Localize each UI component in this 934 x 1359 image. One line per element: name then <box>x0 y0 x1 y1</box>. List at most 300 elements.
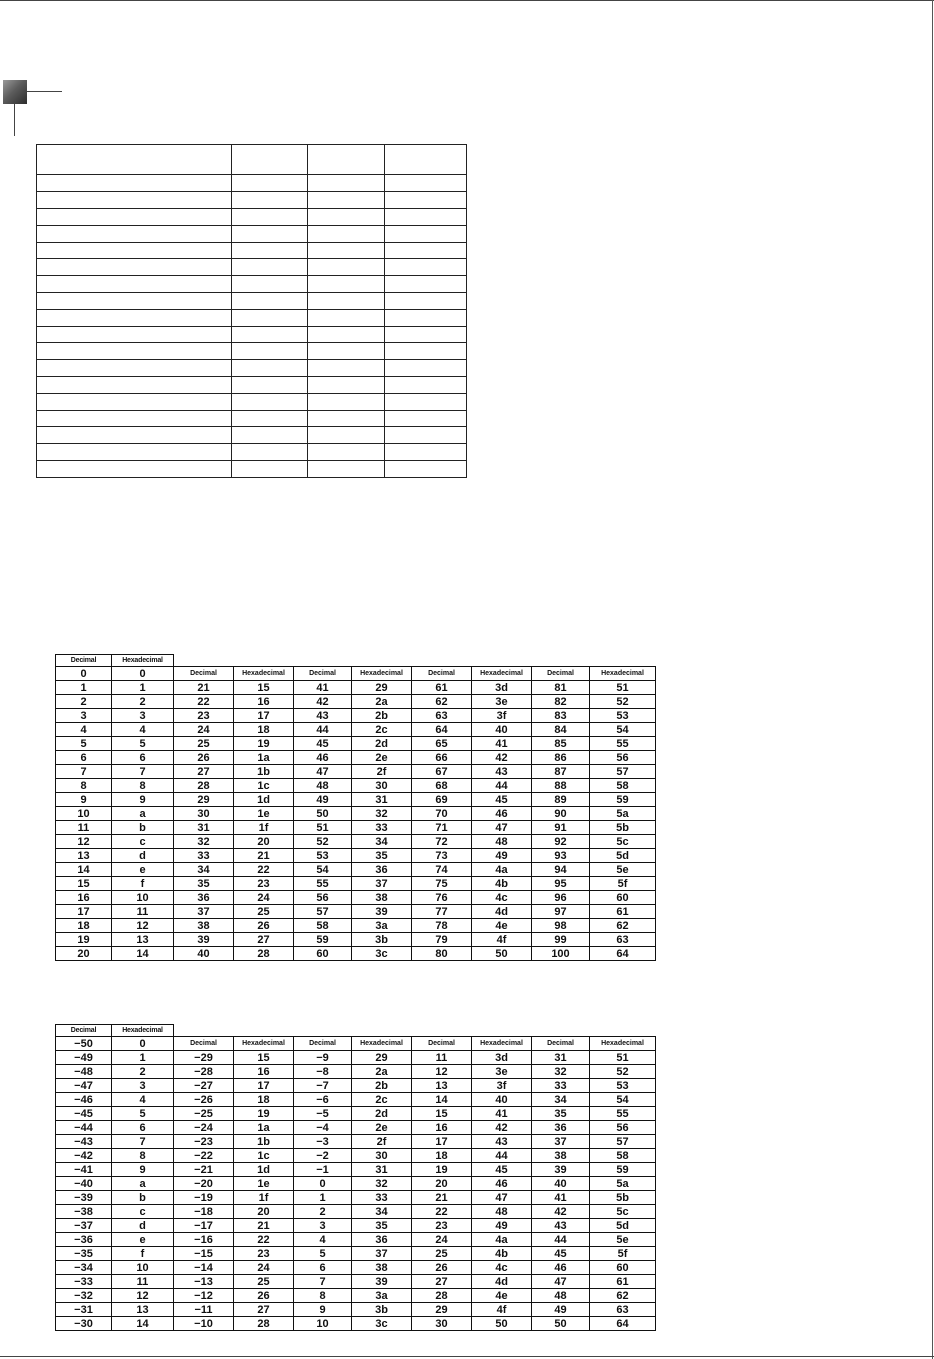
blank-grid-cell <box>385 192 467 209</box>
decimal-cell: 36 <box>174 891 234 905</box>
decimal-cell: 21 <box>412 1191 472 1205</box>
blank-grid-cell <box>232 393 308 410</box>
hex-cell: 46 <box>472 1177 532 1191</box>
blank-grid-cell <box>232 175 308 192</box>
table-row <box>56 751 656 765</box>
decimal-cell: 42 <box>532 1205 590 1219</box>
hex-cell: d <box>112 849 174 863</box>
table-row <box>56 1149 656 1163</box>
hex-cell: 64 <box>590 947 656 961</box>
decimal-cell: −12 <box>174 1289 234 1303</box>
hex-cell: 4 <box>112 1093 174 1107</box>
decimal-cell: −32 <box>56 1289 112 1303</box>
blank-grid-cell <box>37 360 232 377</box>
decimal-cell: 14 <box>412 1093 472 1107</box>
header-blank <box>590 1025 656 1037</box>
decimal-cell: 58 <box>294 919 352 933</box>
hex-cell: 49 <box>472 849 532 863</box>
decimal-cell: 44 <box>532 1233 590 1247</box>
header-decimal: Decimal <box>174 667 234 681</box>
hex-cell: 35 <box>352 849 412 863</box>
hex-cell: 20 <box>234 1205 294 1219</box>
blank-grid-cell <box>385 343 467 360</box>
table-row <box>56 807 656 821</box>
hex-cell: f <box>112 1247 174 1261</box>
hex-cell: 43 <box>472 765 532 779</box>
decimal-cell: 30 <box>412 1317 472 1331</box>
blank-grid-cell <box>385 175 467 192</box>
table-row <box>56 1205 656 1219</box>
hex-cell: 11 <box>112 1275 174 1289</box>
hex-cell: 25 <box>234 905 294 919</box>
decimal-cell: 75 <box>412 877 472 891</box>
decimal-cell: 6 <box>294 1261 352 1275</box>
decimal-cell: 63 <box>412 709 472 723</box>
hex-cell: 36 <box>352 863 412 877</box>
hex-cell: 58 <box>590 779 656 793</box>
hex-cell: 5e <box>590 863 656 877</box>
hex-cell: 56 <box>590 1121 656 1135</box>
hex-cell: 24 <box>234 891 294 905</box>
table-row <box>56 1303 656 1317</box>
decimal-cell: 36 <box>532 1121 590 1135</box>
hex-cell: 1e <box>234 807 294 821</box>
decimal-cell: −22 <box>174 1149 234 1163</box>
table-row <box>56 891 656 905</box>
decimal-cell: 3 <box>56 709 112 723</box>
decimal-cell: 29 <box>174 793 234 807</box>
decimal-cell: 32 <box>174 835 234 849</box>
table-row <box>56 947 656 961</box>
decimal-cell: −8 <box>294 1065 352 1079</box>
hex-cell: 28 <box>234 947 294 961</box>
header-hexadecimal: Hexadecimal <box>234 1037 294 1051</box>
blank-grid-row <box>37 225 467 242</box>
decimal-cell: 23 <box>412 1219 472 1233</box>
hex-cell: 19 <box>234 737 294 751</box>
hex-cell: 56 <box>590 751 656 765</box>
decimal-hex-table-2 <box>55 1024 655 1331</box>
blank-grid-row <box>37 393 467 410</box>
hex-cell: 57 <box>590 1135 656 1149</box>
decimal-cell: 47 <box>294 765 352 779</box>
hex-cell: 49 <box>472 1219 532 1233</box>
header-decimal: Decimal <box>412 1037 472 1051</box>
hex-cell: 15 <box>234 681 294 695</box>
hex-cell: 5c <box>590 1205 656 1219</box>
blank-grid-row <box>37 309 467 326</box>
decimal-cell: 97 <box>532 905 590 919</box>
decimal-cell: 69 <box>412 793 472 807</box>
hex-cell: 10 <box>112 1261 174 1275</box>
blank-grid-cell <box>37 209 232 226</box>
decimal-cell: 34 <box>532 1093 590 1107</box>
header-blank <box>472 655 532 667</box>
decimal-cell: 64 <box>412 723 472 737</box>
decimal-cell: −1 <box>294 1163 352 1177</box>
blank-grid-cell <box>308 242 385 259</box>
hex-cell: 7 <box>112 765 174 779</box>
hex-cell: 60 <box>590 1261 656 1275</box>
blank-grid-row <box>37 192 467 209</box>
decimal-cell: 94 <box>532 863 590 877</box>
header-hexadecimal: Hexadecimal <box>112 655 174 667</box>
decimal-cell: 56 <box>294 891 352 905</box>
hex-cell: 32 <box>352 1177 412 1191</box>
decimal-cell: 51 <box>294 821 352 835</box>
decimal-cell: −36 <box>56 1233 112 1247</box>
header-blank <box>472 1025 532 1037</box>
decimal-cell: 12 <box>412 1065 472 1079</box>
decimal-cell: −25 <box>174 1107 234 1121</box>
blank-grid-cell <box>308 410 385 427</box>
decimal-cell: 89 <box>532 793 590 807</box>
decimal-cell: 9 <box>294 1303 352 1317</box>
decimal-cell: 0 <box>56 667 112 681</box>
blank-grid-cell <box>232 461 308 478</box>
hex-cell: 1c <box>234 779 294 793</box>
table-row <box>56 1163 656 1177</box>
table-row <box>56 1037 656 1051</box>
table-header-row <box>56 1025 656 1037</box>
hex-cell: 63 <box>590 1303 656 1317</box>
decimal-cell: −44 <box>56 1121 112 1135</box>
blank-grid-cell <box>37 343 232 360</box>
hex-cell: 34 <box>352 1205 412 1219</box>
decimal-cell: 46 <box>294 751 352 765</box>
decimal-cell: −50 <box>56 1037 112 1051</box>
hex-cell: 6 <box>112 1121 174 1135</box>
decimal-cell: 84 <box>532 723 590 737</box>
hex-cell: 3b <box>352 933 412 947</box>
blank-grid-row <box>37 326 467 343</box>
decimal-cell: 1 <box>294 1191 352 1205</box>
decimal-cell: 60 <box>294 947 352 961</box>
blank-grid-row <box>37 242 467 259</box>
hex-cell: f <box>112 877 174 891</box>
blank-grid-cell <box>232 259 308 276</box>
hex-cell: 3c <box>352 1317 412 1331</box>
decimal-cell: −35 <box>56 1247 112 1261</box>
decimal-cell: −42 <box>56 1149 112 1163</box>
hex-cell: 4e <box>472 1289 532 1303</box>
blank-grid-cell <box>308 343 385 360</box>
hex-cell: 3d <box>472 681 532 695</box>
table-row <box>56 1107 656 1121</box>
hex-cell: 2 <box>112 1065 174 1079</box>
blank-grid-cell <box>37 175 232 192</box>
decimal-cell: 47 <box>532 1275 590 1289</box>
decimal-cell: 59 <box>294 933 352 947</box>
header-blank <box>174 1025 234 1037</box>
hex-cell: 53 <box>590 1079 656 1093</box>
hex-cell: 5f <box>590 1247 656 1261</box>
table-row <box>56 681 656 695</box>
decimal-cell: −37 <box>56 1219 112 1233</box>
decimal-cell: −47 <box>56 1079 112 1093</box>
hex-cell: 3 <box>112 1079 174 1093</box>
hex-cell: 4f <box>472 933 532 947</box>
hex-cell: 16 <box>234 695 294 709</box>
decimal-cell: 28 <box>412 1289 472 1303</box>
blank-grid-header-row <box>37 145 467 175</box>
hex-cell: 3d <box>472 1051 532 1065</box>
blank-grid-cell <box>37 192 232 209</box>
table-row <box>56 821 656 835</box>
table-row <box>56 1079 656 1093</box>
decimal-cell: 99 <box>532 933 590 947</box>
decimal-cell: −6 <box>294 1093 352 1107</box>
hex-cell: 1 <box>112 681 174 695</box>
hex-cell: 1 <box>112 1051 174 1065</box>
decimal-cell: 57 <box>294 905 352 919</box>
blank-grid-cell <box>37 377 232 394</box>
blank-grid-cell <box>232 209 308 226</box>
table-row <box>56 709 656 723</box>
blank-grid-row <box>37 259 467 276</box>
decimal-cell: 2 <box>56 695 112 709</box>
blank-grid-row <box>37 209 467 226</box>
decimal-cell: 39 <box>174 933 234 947</box>
table-row <box>56 919 656 933</box>
hex-cell: 26 <box>234 1289 294 1303</box>
blank-grid-cell <box>385 360 467 377</box>
decimal-cell: 100 <box>532 947 590 961</box>
decimal-cell: 22 <box>174 695 234 709</box>
hex-cell: 25 <box>234 1275 294 1289</box>
decimal-cell: 16 <box>56 891 112 905</box>
hex-cell: 1f <box>234 821 294 835</box>
decimal-cell: 29 <box>412 1303 472 1317</box>
hex-cell: 44 <box>472 1149 532 1163</box>
hex-cell: 4b <box>472 1247 532 1261</box>
right-rule <box>932 0 933 1359</box>
header-hexadecimal: Hexadecimal <box>112 1025 174 1037</box>
hex-cell: 1a <box>234 751 294 765</box>
hex-cell: 2d <box>352 1107 412 1121</box>
decimal-cell: −33 <box>56 1275 112 1289</box>
decimal-cell: −40 <box>56 1177 112 1191</box>
hex-cell: 35 <box>352 1219 412 1233</box>
hex-cell: 34 <box>352 835 412 849</box>
decimal-cell: 39 <box>532 1163 590 1177</box>
decimal-cell: 38 <box>532 1149 590 1163</box>
blank-grid-cell <box>37 326 232 343</box>
hex-cell: 18 <box>234 1093 294 1107</box>
decimal-cell: −3 <box>294 1135 352 1149</box>
blank-grid-cell <box>308 461 385 478</box>
hex-cell: 12 <box>112 1289 174 1303</box>
decimal-cell: −20 <box>174 1177 234 1191</box>
hex-cell: 46 <box>472 807 532 821</box>
hex-cell: 9 <box>112 793 174 807</box>
blank-grid-cell <box>385 293 467 310</box>
hex-cell: 19 <box>234 1107 294 1121</box>
blank-grid-cell <box>308 209 385 226</box>
blank-grid-cell <box>308 326 385 343</box>
blank-grid-cell <box>232 225 308 242</box>
header-blank <box>352 1025 412 1037</box>
blank-grid-row <box>37 276 467 293</box>
blank-grid-cell <box>37 461 232 478</box>
hex-cell: 39 <box>352 1275 412 1289</box>
decimal-cell: 62 <box>412 695 472 709</box>
hex-cell: 5a <box>590 807 656 821</box>
marker-line-vertical <box>14 104 15 136</box>
decimal-cell: 7 <box>294 1275 352 1289</box>
decimal-cell: 45 <box>532 1247 590 1261</box>
blank-grid-cell <box>37 225 232 242</box>
blank-grid-cell <box>308 225 385 242</box>
hex-cell: 5d <box>590 1219 656 1233</box>
table-row <box>56 1065 656 1079</box>
hex-cell: c <box>112 1205 174 1219</box>
hex-cell: e <box>112 1233 174 1247</box>
header-hexadecimal: Hexadecimal <box>352 667 412 681</box>
table-row <box>56 877 656 891</box>
decimal-cell: 6 <box>56 751 112 765</box>
hex-cell: 15 <box>234 1051 294 1065</box>
decimal-cell: 66 <box>412 751 472 765</box>
hex-cell: 3e <box>472 695 532 709</box>
decimal-cell: −9 <box>294 1051 352 1065</box>
hex-cell: 47 <box>472 1191 532 1205</box>
blank-grid-cell <box>232 377 308 394</box>
header-decimal: Decimal <box>56 1025 112 1037</box>
hex-cell: 4a <box>472 863 532 877</box>
decimal-cell: 0 <box>294 1177 352 1191</box>
hex-cell: 2a <box>352 695 412 709</box>
blank-grid-row <box>37 461 467 478</box>
hex-cell: 17 <box>234 709 294 723</box>
blank-grid-row <box>37 377 467 394</box>
decimal-cell: 35 <box>174 877 234 891</box>
hex-cell: 22 <box>234 863 294 877</box>
blank-grid-cell <box>308 393 385 410</box>
decimal-cell: 10 <box>56 807 112 821</box>
table-row <box>56 1219 656 1233</box>
decimal-cell: −24 <box>174 1121 234 1135</box>
blank-grid-cell <box>37 410 232 427</box>
decimal-cell: 35 <box>532 1107 590 1121</box>
decimal-cell: −43 <box>56 1135 112 1149</box>
table-row <box>56 667 656 681</box>
table-row <box>56 1275 656 1289</box>
decimal-cell: 50 <box>294 807 352 821</box>
hex-cell: 14 <box>112 1317 174 1331</box>
hex-cell: 5f <box>590 877 656 891</box>
decimal-cell: −28 <box>174 1065 234 1079</box>
hex-cell: 31 <box>352 793 412 807</box>
blank-grid-cell <box>385 309 467 326</box>
decimal-cell: −5 <box>294 1107 352 1121</box>
hex-cell: 27 <box>234 1303 294 1317</box>
hex-cell: 2 <box>112 695 174 709</box>
blank-grid-cell <box>232 427 308 444</box>
header-blank <box>294 1025 352 1037</box>
table-row <box>56 765 656 779</box>
table-row <box>56 1093 656 1107</box>
header-blank <box>532 655 590 667</box>
decimal-cell: −34 <box>56 1261 112 1275</box>
decimal-cell: −29 <box>174 1051 234 1065</box>
hex-cell: 5e <box>590 1233 656 1247</box>
decimal-cell: 30 <box>174 807 234 821</box>
decimal-cell: 40 <box>174 947 234 961</box>
hex-cell: 52 <box>590 1065 656 1079</box>
hex-cell: 1d <box>234 1163 294 1177</box>
decimal-cell: 33 <box>174 849 234 863</box>
decimal-cell: 20 <box>56 947 112 961</box>
decimal-cell: 11 <box>412 1051 472 1065</box>
decimal-cell: 74 <box>412 863 472 877</box>
decimal-cell: 13 <box>412 1079 472 1093</box>
hex-cell: 1c <box>234 1149 294 1163</box>
table-header-row <box>56 655 656 667</box>
decimal-cell: 26 <box>412 1261 472 1275</box>
hex-cell: 2b <box>352 1079 412 1093</box>
hex-cell: 10 <box>112 891 174 905</box>
hex-cell: 30 <box>352 1149 412 1163</box>
blank-grid-cell <box>308 175 385 192</box>
header-blank <box>234 1025 294 1037</box>
blank-grid-cell <box>308 192 385 209</box>
decimal-cell: −10 <box>174 1317 234 1331</box>
decimal-cell: −41 <box>56 1163 112 1177</box>
hex-cell: 1b <box>234 765 294 779</box>
decimal-cell: −30 <box>56 1317 112 1331</box>
header-decimal: Decimal <box>294 667 352 681</box>
decimal-cell: 92 <box>532 835 590 849</box>
blank-grid-cell <box>385 209 467 226</box>
hex-cell: 2b <box>352 709 412 723</box>
table-row <box>56 723 656 737</box>
hex-cell: 4e <box>472 919 532 933</box>
hex-cell: 44 <box>472 779 532 793</box>
blank-grid-cell <box>385 225 467 242</box>
decimal-cell: 41 <box>294 681 352 695</box>
hex-cell: 24 <box>234 1261 294 1275</box>
decimal-cell: 34 <box>174 863 234 877</box>
hex-cell: 1b <box>234 1135 294 1149</box>
blank-grid-row <box>37 360 467 377</box>
hex-cell: 47 <box>472 821 532 835</box>
blank-grid-cell <box>385 393 467 410</box>
decimal-cell: 12 <box>56 835 112 849</box>
hex-cell: 3a <box>352 919 412 933</box>
hex-cell: 23 <box>234 1247 294 1261</box>
hex-cell: 0 <box>112 667 174 681</box>
blank-grid-row <box>37 444 467 461</box>
blank-grid-cell <box>385 427 467 444</box>
decimal-cell: 13 <box>56 849 112 863</box>
header-blank <box>294 655 352 667</box>
header-hexadecimal: Hexadecimal <box>590 1037 656 1051</box>
hex-cell: 26 <box>234 919 294 933</box>
hex-cell: 3c <box>352 947 412 961</box>
decimal-cell: 50 <box>532 1317 590 1331</box>
decimal-cell: 71 <box>412 821 472 835</box>
decimal-cell: 43 <box>532 1219 590 1233</box>
decimal-cell: 7 <box>56 765 112 779</box>
blank-grid-cell <box>308 276 385 293</box>
blank-grid-cell <box>37 427 232 444</box>
table-row <box>56 779 656 793</box>
decimal-cell: 17 <box>412 1135 472 1149</box>
blank-grid-cell <box>385 145 467 175</box>
decimal-cell: −27 <box>174 1079 234 1093</box>
hex-cell: 59 <box>590 1163 656 1177</box>
